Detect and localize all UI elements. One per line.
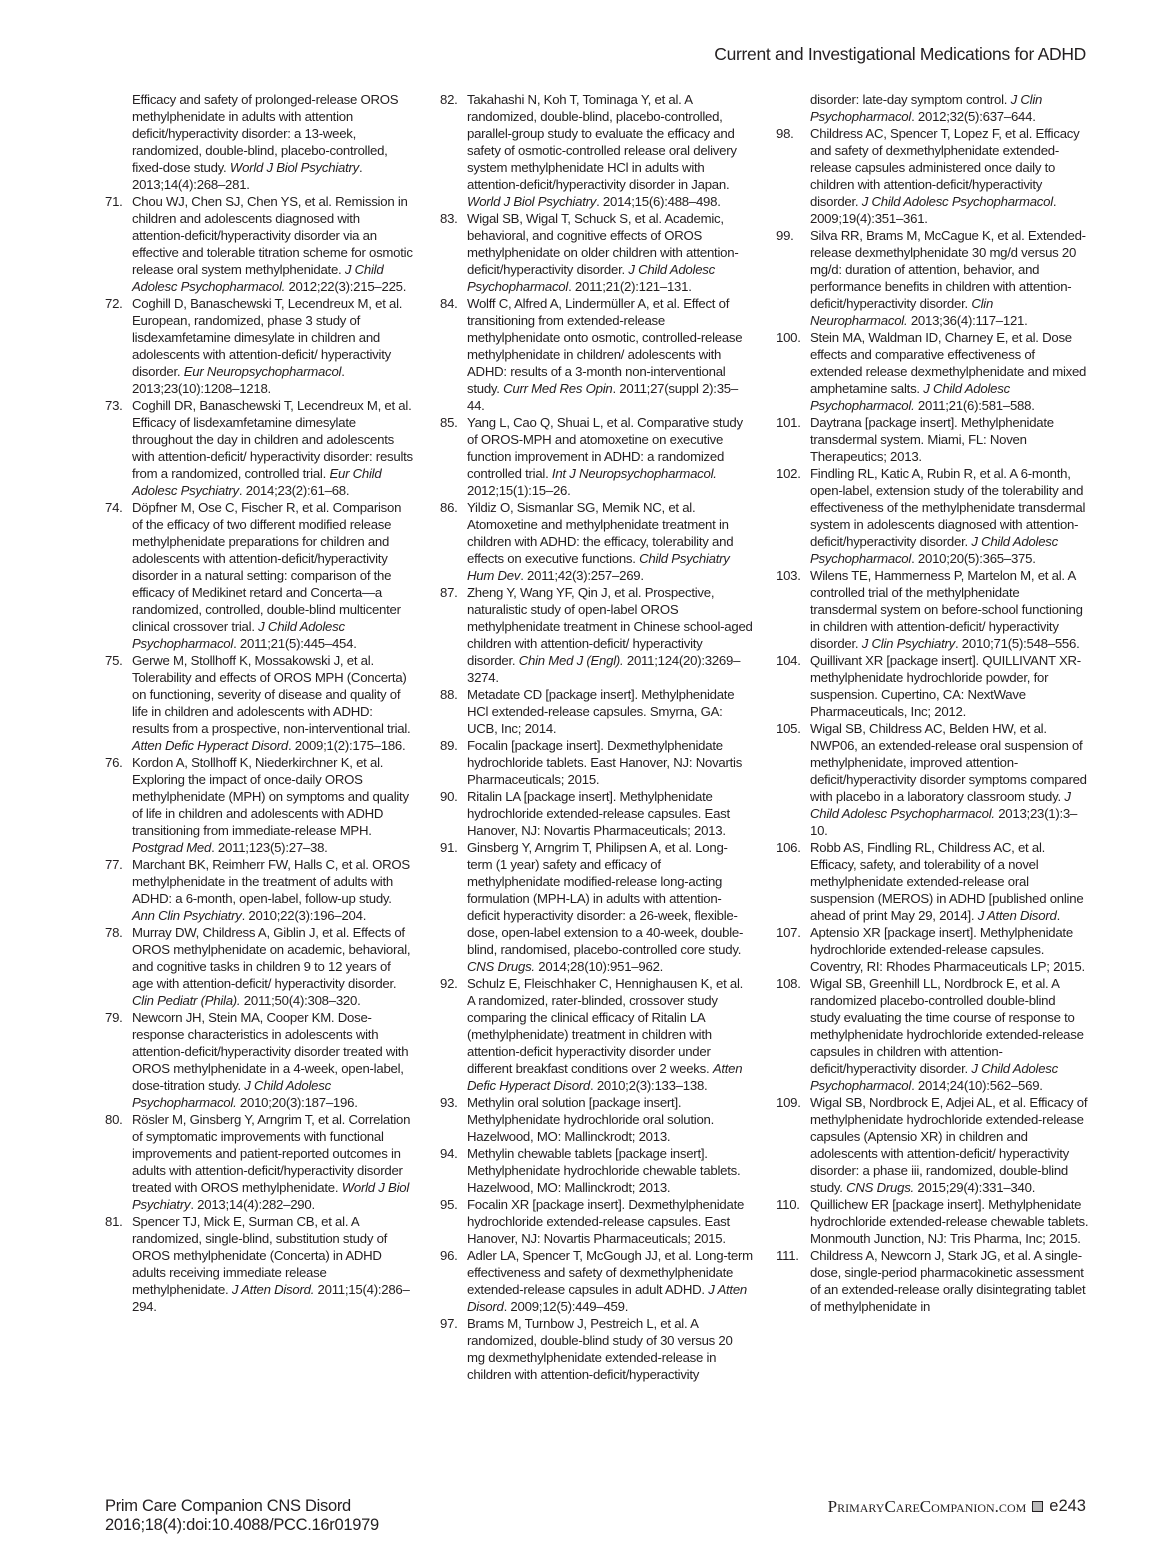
reference-text: Gerwe M, Stollhoff K, Mossakowski J, et al. Tolerability and effects of OROS MPH (Concerta) on functioning, severity of disease and quality of life in children and adolescents with ADHD: results from a prospective, non-interventional trial. (132, 653, 411, 736)
reference-item (776, 1196, 1089, 1247)
reference-journal: J Child Adolesc Psychopharmacol. (810, 381, 1010, 413)
footer-doi: 2016;18(4):doi:10.4088/PCC.16r01979 (105, 1516, 379, 1534)
reference-journal: Curr Med Res Opin (503, 381, 613, 396)
reference-item (440, 91, 753, 210)
reference-text: Chou WJ, Chen SJ, Chen YS, et al. Remission in children and adolescents diagnosed with attention-deficit/hyperactivity disorder via an effective and tolerable titration scheme for osmotic release oral system methylphenidate. (132, 194, 413, 277)
reference-number: 93. (440, 1095, 458, 1110)
reference-number: 90. (440, 789, 458, 804)
reference-number: 103. (776, 568, 801, 583)
reference-text: Ritalin LA [package insert]. Methylphenidate hydrochloride extended-release capsules. East Hanover, NJ: Novartis Pharmaceuticals; 2013. (467, 789, 730, 838)
footer-site-link[interactable]: PrimaryCareCompanion.com (827, 1497, 1027, 1516)
reference-number: 91. (440, 840, 458, 855)
reference-item (776, 567, 1089, 652)
reference-number: 87. (440, 585, 458, 600)
reference-number: 108. (776, 976, 801, 991)
reference-citation: 2011;50(4):308–320. (240, 993, 361, 1008)
reference-citation: . 2014;24(10):562–569. (911, 1078, 1043, 1093)
reference-item (440, 686, 753, 737)
reference-journal: J Clin Psychiatry (861, 636, 955, 651)
reference-citation: 2011;21(6):581–588. (914, 398, 1035, 413)
reference-number: 92. (440, 976, 458, 991)
reference-number: 83. (440, 211, 458, 226)
reference-text: Brams M, Turnbow J, Pestreich L, et al. A randomized, double-blind study of 30 versus 20 mg dexmethylphenidate extended-release in children with attention-deficit/hyperactivity (467, 1316, 733, 1382)
reference-number: 71. (105, 194, 123, 209)
reference-text: Yang L, Cao Q, Shuai L, et al. Comparative study of OROS-MPH and atomoxetine on executive function improvement in ADHD: a randomized controlled trial. (467, 415, 743, 481)
reference-text: Murray DW, Childress A, Giblin J, et al. Effects of OROS methylphenidate on academic, behavioral, and cognitive tasks in children 9 to 12 years of age with attention-deficit/ hyperactivity disorder. (132, 925, 411, 991)
reference-item (440, 737, 753, 788)
page-number: e243 (1049, 1497, 1086, 1515)
reference-item (105, 295, 413, 397)
reference-column-2 (440, 91, 753, 1383)
reference-text: Methylin chewable tablets [package insert]. Methylphenidate hydrochloride chewable tablets. Hazelwood, MO: Mallinckrodt; 2013. (467, 1146, 741, 1195)
reference-text: Wolff C, Alfred A, Lindermüller A, et al. Effect of transitioning from extended-release methylphenidate onto osmotic, controlled-release methylphenidate in children/ adolescents with ADHD: results of a 3-month non-interventional study. (467, 296, 743, 396)
reference-citation: . 2014;23(2):61–68. (238, 483, 350, 498)
reference-number: 80. (105, 1112, 123, 1127)
reference-citation: . 2011;123(5):27–38. (211, 840, 328, 855)
reference-number: 98. (776, 126, 794, 141)
reference-journal: J Child Adolesc Psychopharmacol (861, 194, 1053, 209)
reference-number: 107. (776, 925, 801, 940)
running-title: Current and Investigational Medications for ADHD (714, 44, 1086, 64)
reference-journal: Clin Neuropharmacol. (810, 296, 994, 328)
footer-page-info (828, 1497, 1086, 1516)
reference-citation: . 2013;23(10):1208–1218. (132, 364, 345, 396)
reference-citation: . 2010;71(5):548–556. (954, 636, 1080, 651)
reference-number: 94. (440, 1146, 458, 1161)
reference-citation: . 2011;42(3):257–269. (520, 568, 644, 583)
reference-number: 97. (440, 1316, 458, 1331)
reference-text: Wigal SB, Wigal T, Schuck S, et al. Academic, behavioral, and cognitive effects of OROS methylphenidate on older children with attention-deficit/hyperactivity disorder. (467, 211, 739, 277)
reference-item (440, 414, 753, 499)
reference-text: Childress AC, Spencer T, Lopez F, et al. Efficacy and safety of dexmethylphenidate extended-release capsules administered once daily to children with attention-deficit/hyperactivity disorder. (810, 126, 1080, 209)
reference-journal: J Child Adolesc Psychopharmacol (810, 1061, 1058, 1093)
reference-number: 105. (776, 721, 801, 736)
reference-item (440, 1145, 753, 1196)
reference-journal: Child Psychiatry Hum Dev (467, 551, 730, 583)
reference-text: Kordon A, Stollhoff K, Niederkirchner K, et al. Exploring the impact of once-daily OROS methylphenidate (MPH) on symptoms and quality of life in children and adolescents with ADHD transitioning from immediate-release MPH. (132, 755, 409, 838)
reference-text: Ginsberg Y, Arngrim T, Philipsen A, et al. Long-term (1 year) safety and efficacy of methylphenidate modified-release long-acting formulation (MPH-LA) in adults with attention-deficit hyperactivity disorder: a 26-week, flexible-dose, open-label extension to a 40-week, double-blind, randomised, placebo-controlled core study. (467, 840, 744, 957)
reference-text: Daytrana [package insert]. Methylphenidate transdermal system. Miami, FL: Noven Therapeutics; 2013. (810, 415, 1054, 464)
reference-citation: . 2011;27(suppl 2):35–44. (467, 381, 738, 413)
reference-item (105, 856, 413, 924)
reference-citation: 2013;36(4):117–121. (907, 313, 1028, 328)
reference-item (105, 397, 413, 499)
reference-number: 79. (105, 1010, 123, 1025)
reference-journal: J Clin Psychopharmacol (810, 92, 1043, 124)
reference-number: 102. (776, 466, 801, 481)
reference-journal: Chin Med J (Engl). (518, 653, 624, 668)
reference-item (776, 125, 1089, 227)
reference-item (440, 584, 753, 686)
reference-item (105, 754, 413, 856)
reference-item (105, 1009, 413, 1111)
reference-text: Aptensio XR [package insert]. Methylphenidate hydrochloride extended-release capsules. Coventry, RI: Rhodes Pharmaceuticals LP; 2015. (810, 925, 1085, 974)
reference-citation: 2014;28(10):951–962. (534, 959, 664, 974)
reference-citation: . 2013;14(4):282–290. (190, 1197, 315, 1212)
reference-column-1 (105, 91, 413, 1315)
reference-text: Schulz E, Fleischhaker C, Hennighausen K, et al. A randomized, rater-blinded, crossover study comparing the clinical efficacy of Ritalin LA (methylphenidate) treatment in children with attention-deficit hyperactivity disorder under different breakfast conditions over 2 weeks. (467, 976, 744, 1076)
reference-item (440, 975, 753, 1094)
reference-text: Wigal SB, Nordbrock E, Adjei AL, et al. Efficacy of methylphenidate hydrochloride extended-release capsules (Aptensio XR) in children and adolescents with attention-deficit/ hyperactivity disorder: a phase iii, randomized, double-blind study. (810, 1095, 1088, 1195)
reference-number: 78. (105, 925, 123, 940)
reference-text: Quillichew ER [package insert]. Methylphenidate hydrochloride extended-release chewable tablets. Monmouth Junction, NJ: Tris Pharma, Inc; 2015. (810, 1197, 1089, 1246)
reference-journal: Eur Neuropsychopharmacol (183, 364, 342, 379)
reference-text: Spencer TJ, Mick E, Surman CB, et al. A randomized, single-blind, substitution study of OROS methylphenidate (Concerta) in ADHD adults receiving immediate release methylphenidate. (132, 1214, 388, 1297)
reference-item (440, 1196, 753, 1247)
reference-citation: . 2010;2(3):133–138. (590, 1078, 708, 1093)
reference-journal: CNS Drugs. (846, 1180, 914, 1195)
reference-text: Yildiz O, Sismanlar SG, Memik NC, et al. Atomoxetine and methylphenidate treatment in children with ADHD: the efficacy, tolerability and effects on executive functions. (467, 500, 734, 566)
reference-item (440, 788, 753, 839)
reference-text: Metadate CD [package insert]. Methylphenidate HCl extended-release capsules. Smyrna, GA: UCB, Inc; 2014. (467, 687, 735, 736)
reference-number: 89. (440, 738, 458, 753)
reference-journal: Postgrad Med (132, 840, 212, 855)
reference-text: Quillivant XR [package insert]. QUILLIVANT XR- methylphenidate hydrochloride powder, for suspension. Cupertino, CA: NextWave Pharmaceuticals, Inc; 2012. (810, 653, 1081, 719)
reference-item (776, 720, 1089, 839)
reference-number: 84. (440, 296, 458, 311)
reference-citation: . 2009;1(2):175–186. (287, 738, 406, 753)
reference-text: Silva RR, Brams M, McCague K, et al. Extended-release dexmethylphenidate 30 mg/d versus 20 mg/d: duration of attention, behavior, and performance benefits in children with attention-deficit/hyperactivity disorder. (810, 228, 1086, 311)
reference-column-3 (776, 91, 1089, 1315)
reference-text: Döpfner M, Ose C, Fischer R, et al. Comparison of the efficacy of two different modified release methylphenidate preparations for children and adolescents with attention-deficit/hyperactivity disorder in a natural setting: comparison of the efficacy of Medikinet retard and Concerta—a randomized, controlled, double-blind multicenter clinical crossover trial. (132, 500, 402, 634)
reference-citation: . 2010;22(3):196–204. (241, 908, 367, 923)
reference-text: Focalin XR [package insert]. Dexmethylphenidate hydrochloride extended-release capsules. East Hanover, NJ: Novartis Pharmaceuticals; 2015. (467, 1197, 745, 1246)
reference-journal: World J Biol Psychiatry (132, 1180, 410, 1212)
reference-number: 85. (440, 415, 458, 430)
reference-number: 72. (105, 296, 123, 311)
reference-item (105, 499, 413, 652)
reference-number: 73. (105, 398, 123, 413)
reference-item (440, 295, 753, 414)
reference-journal: J Child Adolesc Psychopharmacol (810, 534, 1058, 566)
reference-number: 86. (440, 500, 458, 515)
reference-item (776, 652, 1089, 720)
reference-number: 104. (776, 653, 801, 668)
reference-citation: . (1056, 908, 1060, 923)
reference-journal: J Child Adolesc Psychopharmacol. (810, 789, 1071, 821)
reference-number: 109. (776, 1095, 801, 1110)
reference-text: disorder: late-day symptom control. (810, 92, 1011, 107)
reference-item (776, 839, 1089, 924)
reference-journal: Int J Neuropsychopharmacol. (551, 466, 717, 481)
reference-journal: CNS Drugs. (467, 959, 535, 974)
reference-item (440, 1315, 753, 1383)
reference-text: Coghill DR, Banaschewski T, Lecendreux M, et al. Efficacy of lisdexamfetamine dimesylate throughout the day in children and adolescents with attention-deficit/ hyperactivity disorder: results from a randomized, controlled trial. (132, 398, 413, 481)
reference-journal: World J Biol Psychiatry (467, 194, 597, 209)
reference-item (440, 210, 753, 295)
reference-text: Childress A, Newcorn J, Stark JG, et al. A single-dose, single-period pharmacokinetic assessment of an extended-release orally disintegrating tablet of methylphenidate in (810, 1248, 1086, 1314)
reference-journal: J Child Adolesc Psychopharmacol (467, 262, 715, 294)
reference-item (105, 91, 413, 193)
reference-journal: J Atten Disord (467, 1282, 748, 1314)
reference-number: 106. (776, 840, 801, 855)
square-bullet-icon (1032, 1501, 1043, 1512)
footer-journal: Prim Care Companion CNS Disord (105, 1497, 351, 1515)
reference-item (440, 839, 753, 975)
reference-citation: . 2010;20(5):365–375. (911, 551, 1036, 566)
reference-citation: . 2014;15(6):488–498. (596, 194, 721, 209)
reference-item (105, 1111, 413, 1213)
reference-text: Efficacy and safety of prolonged-release OROS methylphenidate in adults with attention deficit/hyperactivity disorder: a 13-week, randomized, double-blind, placebo-controlled, fixed-dose study. (132, 92, 399, 175)
reference-item (776, 924, 1089, 975)
reference-item (776, 465, 1089, 567)
reference-item (776, 1247, 1089, 1315)
reference-item (105, 1213, 413, 1315)
reference-journal: Atten Defic Hyperact Disord (132, 738, 288, 753)
reference-item (440, 1247, 753, 1315)
reference-citation: 2011;15(4):286–294. (132, 1282, 410, 1314)
reference-number: 74. (105, 500, 123, 515)
reference-citation: 2015;29(4):331–340. (913, 1180, 1036, 1195)
reference-text: Methylin oral solution [package insert]. Methylphenidate hydrochloride oral solution. Hazelwood, MO: Mallinckrodt; 2013. (467, 1095, 715, 1144)
reference-journal: J Atten Disord (977, 908, 1057, 923)
reference-citation: 2011;124(20):3269–3274. (467, 653, 741, 685)
reference-journal: Eur Child Adolesc Psychiatry (132, 466, 382, 498)
reference-item (776, 975, 1089, 1094)
reference-text: Robb AS, Findling RL, Childress AC, et al. Efficacy, safety, and tolerability of a novel methylphenidate extended-release oral suspension (MEROS) in ADHD [published online ahead of print May 29, 2014]. (810, 840, 1084, 923)
reference-text: Wigal SB, Childress AC, Belden HW, et al. NWP06, an extended-release oral suspension of methylphenidate, improved attention-deficit/hyperactivity disorder symptoms compared with placebo in a laboratory classroom study. (810, 721, 1087, 804)
reference-citation: . 2011;21(2):121–131. (568, 279, 692, 294)
footer-citation (105, 1497, 379, 1535)
reference-text: Wilens TE, Hammerness P, Martelon M, et al. A controlled trial of the methylphenidate transdermal system on before-school functioning in children with attention-deficit/ hyperactivity disorder. (810, 568, 1083, 651)
reference-number: 95. (440, 1197, 458, 1212)
reference-text: Rösler M, Ginsberg Y, Arngrim T, et al. Correlation of symptomatic improvements with functional improvements and patient-reported outcomes in adults with attention-deficit/hyperactivity disorder treated with OROS methylphenidate. (132, 1112, 411, 1195)
reference-number: 75. (105, 653, 123, 668)
reference-number: 82. (440, 92, 458, 107)
reference-citation: . 2009;12(5):449–459. (503, 1299, 629, 1314)
reference-citation: 2012;22(3):215–225. (285, 279, 407, 294)
reference-citation: 2010;20(3):187–196. (236, 1095, 358, 1110)
reference-number: 111. (776, 1248, 799, 1263)
reference-text: Marchant BK, Reimherr FW, Halls C, et al. OROS methylphenidate in the treatment of adults with ADHD: a 6-month, open-label, follow-up study. (132, 857, 410, 906)
reference-number: 96. (440, 1248, 458, 1263)
reference-text: Focalin [package insert]. Dexmethylphenidate hydrochloride tablets. East Hanover, NJ: Novartis Pharmaceuticals; 2015. (467, 738, 743, 787)
reference-number: 100. (776, 330, 801, 345)
reference-journal: J Child Adolesc Psychopharmacol (132, 619, 345, 651)
reference-text: Zheng Y, Wang YF, Qin J, et al. Prospective, naturalistic study of open-label OROS methylphenidate treatment in Chinese school-aged children with attention-deficit/ hyperactivity disorder. (467, 585, 753, 668)
reference-citation: . 2012;32(5):637–644. (911, 109, 1036, 124)
reference-item (440, 1094, 753, 1145)
reference-number: 76. (105, 755, 123, 770)
reference-citation: 2012;15(1):15–26. (467, 483, 571, 498)
reference-text: Findling RL, Katic A, Rubin R, et al. A 6-month, open-label, extension study of the tolerability and effectiveness of the methylphenidate transdermal system in adolescents diagnosed with attention-deficit/hyperactivity disorder. (810, 466, 1086, 549)
reference-item (776, 91, 1089, 125)
reference-number: 81. (105, 1214, 123, 1229)
reference-text: Newcorn JH, Stein MA, Cooper KM. Dose-response characteristics in adolescents with attention-deficit/hyperactivity disorder treated with OROS methylphenidate in a 4-week, open-label, dose-titration study. (132, 1010, 409, 1093)
reference-citation: 2013;23(1):3–10. (810, 806, 1078, 838)
reference-journal: J Child Adolesc Psychopharmacol. (132, 262, 384, 294)
reference-item (440, 499, 753, 584)
reference-citation: . 2013;14(4):268–281. (132, 160, 363, 192)
reference-item (776, 227, 1089, 329)
reference-citation: . 2011;21(5):445–454. (233, 636, 357, 651)
reference-item (776, 414, 1089, 465)
reference-number: 99. (776, 228, 794, 243)
reference-journal: J Child Adolesc Psychopharmacol. (132, 1078, 331, 1110)
reference-journal: World J Biol Psychiatry (229, 160, 359, 175)
reference-number: 77. (105, 857, 123, 872)
reference-journal: Ann Clin Psychiatry (132, 908, 242, 923)
reference-text: Adler LA, Spencer T, McGough JJ, et al. Long-term effectiveness and safety of dexmethylphenidate extended-release capsules in adult ADHD. (467, 1248, 753, 1297)
reference-text: Stein MA, Waldman ID, Charney E, et al. Dose effects and comparative effectiveness of extended release dexmethylphenidate and mixed amphetamine salts. (810, 330, 1087, 396)
reference-journal: J Atten Disord. (231, 1282, 315, 1297)
reference-item (105, 652, 413, 754)
reference-journal: Atten Defic Hyperact Disord (467, 1061, 743, 1093)
reference-number: 101. (776, 415, 801, 430)
reference-item (776, 329, 1089, 414)
reference-item (105, 924, 413, 1009)
reference-journal: Clin Pediatr (Phila). (132, 993, 241, 1008)
reference-number: 110. (776, 1197, 800, 1212)
reference-item (105, 193, 413, 295)
reference-item (776, 1094, 1089, 1196)
reference-text: Wigal SB, Greenhill LL, Nordbrock E, et al. A randomized placebo-controlled double-blind study evaluating the time course of response to methylphenidate hydrochloride extended-release capsules in children with attention-deficit/hyperactivity disorder. (810, 976, 1084, 1076)
reference-number: 88. (440, 687, 458, 702)
reference-text: Takahashi N, Koh T, Tominaga Y, et al. A randomized, double-blind, placebo-controlled, parallel-group study to evaluate the efficacy and safety of osmotic-controlled release oral delivery system methylphenidate HCl in adults with attention-deficit/hyperactivity disorder in Japan. (467, 92, 737, 192)
reference-citation: . 2009;19(4):351–361. (810, 194, 1057, 226)
reference-text: Coghill D, Banaschewski T, Lecendreux M, et al. European, randomized, phase 3 study of lisdexamfetamine dimesylate in children and adolescents with attention-deficit/ hyperactivity disorder. (132, 296, 403, 379)
